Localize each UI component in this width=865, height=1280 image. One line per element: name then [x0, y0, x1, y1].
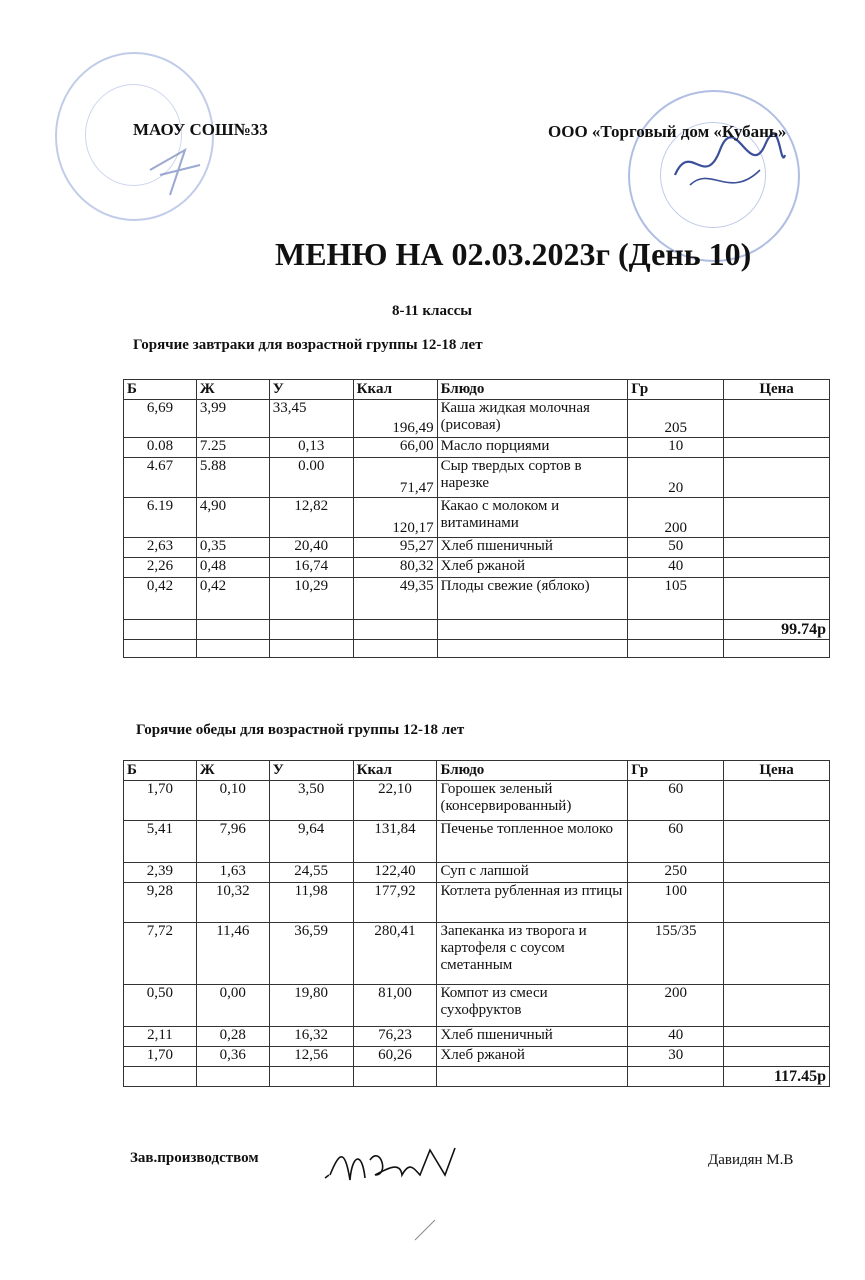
cell-zh: 7,96	[196, 821, 269, 863]
cell-u: 33,45	[269, 400, 353, 438]
cell-dish: Горошек зеленый (консервированный)	[437, 781, 628, 821]
cell-dish: Хлеб ржаной	[437, 1047, 628, 1067]
cell-price	[724, 498, 830, 538]
table-row	[124, 781, 830, 821]
cell-dish: Печенье топленное молоко	[437, 821, 628, 863]
cell-dish: Плоды свежие (яблоко)	[437, 578, 628, 620]
cell-zh: 0,28	[196, 1027, 269, 1047]
cell-gr: 60	[628, 821, 724, 863]
supplier-name: ООО «Торговый дом «Кубань»	[548, 122, 787, 141]
col-gr: Гр	[628, 761, 724, 781]
cell-price	[724, 1027, 830, 1047]
cell-gr: 100	[628, 883, 724, 923]
cell-zh: 7.25	[196, 438, 269, 458]
cell-price	[724, 781, 830, 821]
cell-kcal: 177,92	[353, 883, 437, 923]
cell-dish: Хлеб пшеничный	[437, 1027, 628, 1047]
table-row	[124, 438, 830, 458]
cell-u: 12,56	[269, 1047, 353, 1067]
cell-dish: Сыр твердых сортов в нарезке	[437, 458, 628, 498]
cell-kcal: 95,27	[353, 538, 437, 558]
empty-row	[124, 640, 830, 658]
breakfast-table	[123, 379, 830, 658]
cell-u: 16,32	[269, 1027, 353, 1047]
cell-price	[724, 1047, 830, 1067]
cell-b: 2,11	[124, 1027, 197, 1047]
cell-b: 2,39	[124, 863, 197, 883]
table-row	[124, 985, 830, 1027]
cell-b: 7,72	[124, 923, 197, 985]
cell-b: 0,42	[124, 578, 197, 620]
cell-b: 6,69	[124, 400, 197, 438]
cell-b: 0.08	[124, 438, 197, 458]
cell-u: 0,13	[269, 438, 353, 458]
col-b: Б	[124, 761, 197, 781]
cell-price	[724, 985, 830, 1027]
cell-zh: 0,10	[196, 781, 269, 821]
col-kcal: Ккал	[353, 761, 437, 781]
col-u: У	[269, 380, 353, 400]
total-row	[124, 1067, 830, 1087]
cell-gr: 40	[628, 1027, 724, 1047]
cell-u: 0.00	[269, 458, 353, 498]
cell-kcal: 60,26	[353, 1047, 437, 1067]
table-row	[124, 1027, 830, 1047]
cell-kcal: 81,00	[353, 985, 437, 1027]
cell-dish: Масло порциями	[437, 438, 628, 458]
cell-kcal: 76,23	[353, 1027, 437, 1047]
breakfast-header-row	[124, 380, 830, 400]
cell-u: 9,64	[269, 821, 353, 863]
col-gr: Гр	[628, 380, 724, 400]
cell-zh: 0,35	[196, 538, 269, 558]
cell-zh: 0,48	[196, 558, 269, 578]
cell-dish: Хлеб ржаной	[437, 558, 628, 578]
cell-zh: 4,90	[196, 498, 269, 538]
col-zh: Ж	[196, 380, 269, 400]
cell-price	[724, 883, 830, 923]
lunch-table	[123, 760, 830, 1087]
cell-u: 20,40	[269, 538, 353, 558]
cell-kcal: 71,47	[353, 458, 437, 498]
cell-kcal: 280,41	[353, 923, 437, 985]
footer-name: Давидян М.В	[708, 1152, 794, 1168]
cell-price	[724, 821, 830, 863]
cell-u: 19,80	[269, 985, 353, 1027]
cell-zh: 11,46	[196, 923, 269, 985]
cell-dish: Котлета рубленная из птицы	[437, 883, 628, 923]
cell-u: 10,29	[269, 578, 353, 620]
col-dish: Блюдо	[437, 761, 628, 781]
cell-u: 24,55	[269, 863, 353, 883]
cell-b: 2,63	[124, 538, 197, 558]
cell-zh: 0,36	[196, 1047, 269, 1067]
cell-u: 11,98	[269, 883, 353, 923]
cell-dish: Хлеб пшеничный	[437, 538, 628, 558]
cell-dish: Запеканка из творога и картофеля с соусом сметанным	[437, 923, 628, 985]
table-row	[124, 923, 830, 985]
cell-dish: Какао с молоком и витаминами	[437, 498, 628, 538]
cell-kcal: 122,40	[353, 863, 437, 883]
lunch-total: 117.45р	[724, 1067, 830, 1087]
cell-gr: 200	[628, 985, 724, 1027]
cell-gr: 60	[628, 781, 724, 821]
col-price: Цена	[724, 761, 830, 781]
table-row	[124, 538, 830, 558]
cell-kcal: 22,10	[353, 781, 437, 821]
cell-gr: 205	[628, 400, 724, 438]
cell-zh: 0,00	[196, 985, 269, 1027]
table-row	[124, 883, 830, 923]
col-u: У	[269, 761, 353, 781]
cell-kcal: 196,49	[353, 400, 437, 438]
grade-label: 8-11 классы	[392, 303, 473, 319]
cell-gr: 10	[628, 438, 724, 458]
cell-kcal: 120,17	[353, 498, 437, 538]
breakfast-total: 99.74р	[724, 620, 830, 640]
cell-gr: 50	[628, 538, 724, 558]
cell-gr: 105	[628, 578, 724, 620]
table-row	[124, 498, 830, 538]
lunch-header-row	[124, 761, 830, 781]
cell-price	[724, 438, 830, 458]
cell-gr: 20	[628, 458, 724, 498]
col-b: Б	[124, 380, 197, 400]
table-row	[124, 400, 830, 438]
cell-kcal: 49,35	[353, 578, 437, 620]
cell-zh: 3,99	[196, 400, 269, 438]
school-name: МАОУ СОШ№33	[133, 120, 268, 139]
col-price: Цена	[724, 380, 830, 400]
cell-u: 3,50	[269, 781, 353, 821]
cell-gr: 155/35	[628, 923, 724, 985]
cell-gr: 200	[628, 498, 724, 538]
col-zh: Ж	[196, 761, 269, 781]
cell-price	[724, 863, 830, 883]
cell-b: 4.67	[124, 458, 197, 498]
lunch-heading: Горячие обеды для возрастной группы 12-18 лет	[136, 722, 465, 738]
cell-b: 5,41	[124, 821, 197, 863]
cell-b: 0,50	[124, 985, 197, 1027]
cell-gr: 250	[628, 863, 724, 883]
cell-price	[724, 578, 830, 620]
cell-dish: Компот из смеси сухофруктов	[437, 985, 628, 1027]
handwritten-signature	[320, 1130, 480, 1200]
cell-u: 16,74	[269, 558, 353, 578]
total-row	[124, 620, 830, 640]
cell-kcal: 80,32	[353, 558, 437, 578]
cell-zh: 5.88	[196, 458, 269, 498]
cell-dish: Каша жидкая молочная (рисовая)	[437, 400, 628, 438]
table-row	[124, 1047, 830, 1067]
footer-role: Зав.производством	[130, 1150, 259, 1166]
table-row	[124, 863, 830, 883]
breakfast-heading: Горячие завтраки для возрастной группы 12-18 лет	[133, 337, 483, 353]
col-dish: Блюдо	[437, 380, 628, 400]
cell-price	[724, 923, 830, 985]
table-row	[124, 578, 830, 620]
cell-u: 36,59	[269, 923, 353, 985]
col-kcal: Ккал	[353, 380, 437, 400]
cell-b: 1,70	[124, 781, 197, 821]
cell-dish: Суп с лапшой	[437, 863, 628, 883]
cell-kcal: 131,84	[353, 821, 437, 863]
cell-b: 9,28	[124, 883, 197, 923]
cell-zh: 1,63	[196, 863, 269, 883]
page-title: МЕНЮ НА 02.03.2023г (День 10)	[275, 236, 752, 272]
cell-price	[724, 458, 830, 498]
cell-b: 1,70	[124, 1047, 197, 1067]
stray-mark	[410, 1215, 440, 1245]
cell-b: 6.19	[124, 498, 197, 538]
cell-price	[724, 558, 830, 578]
cell-u: 12,82	[269, 498, 353, 538]
table-row	[124, 458, 830, 498]
table-row	[124, 821, 830, 863]
cell-b: 2,26	[124, 558, 197, 578]
table-row	[124, 558, 830, 578]
cell-kcal: 66,00	[353, 438, 437, 458]
cell-gr: 30	[628, 1047, 724, 1067]
cell-zh: 0,42	[196, 578, 269, 620]
cell-price	[724, 538, 830, 558]
cell-gr: 40	[628, 558, 724, 578]
cell-zh: 10,32	[196, 883, 269, 923]
cell-price	[724, 400, 830, 438]
